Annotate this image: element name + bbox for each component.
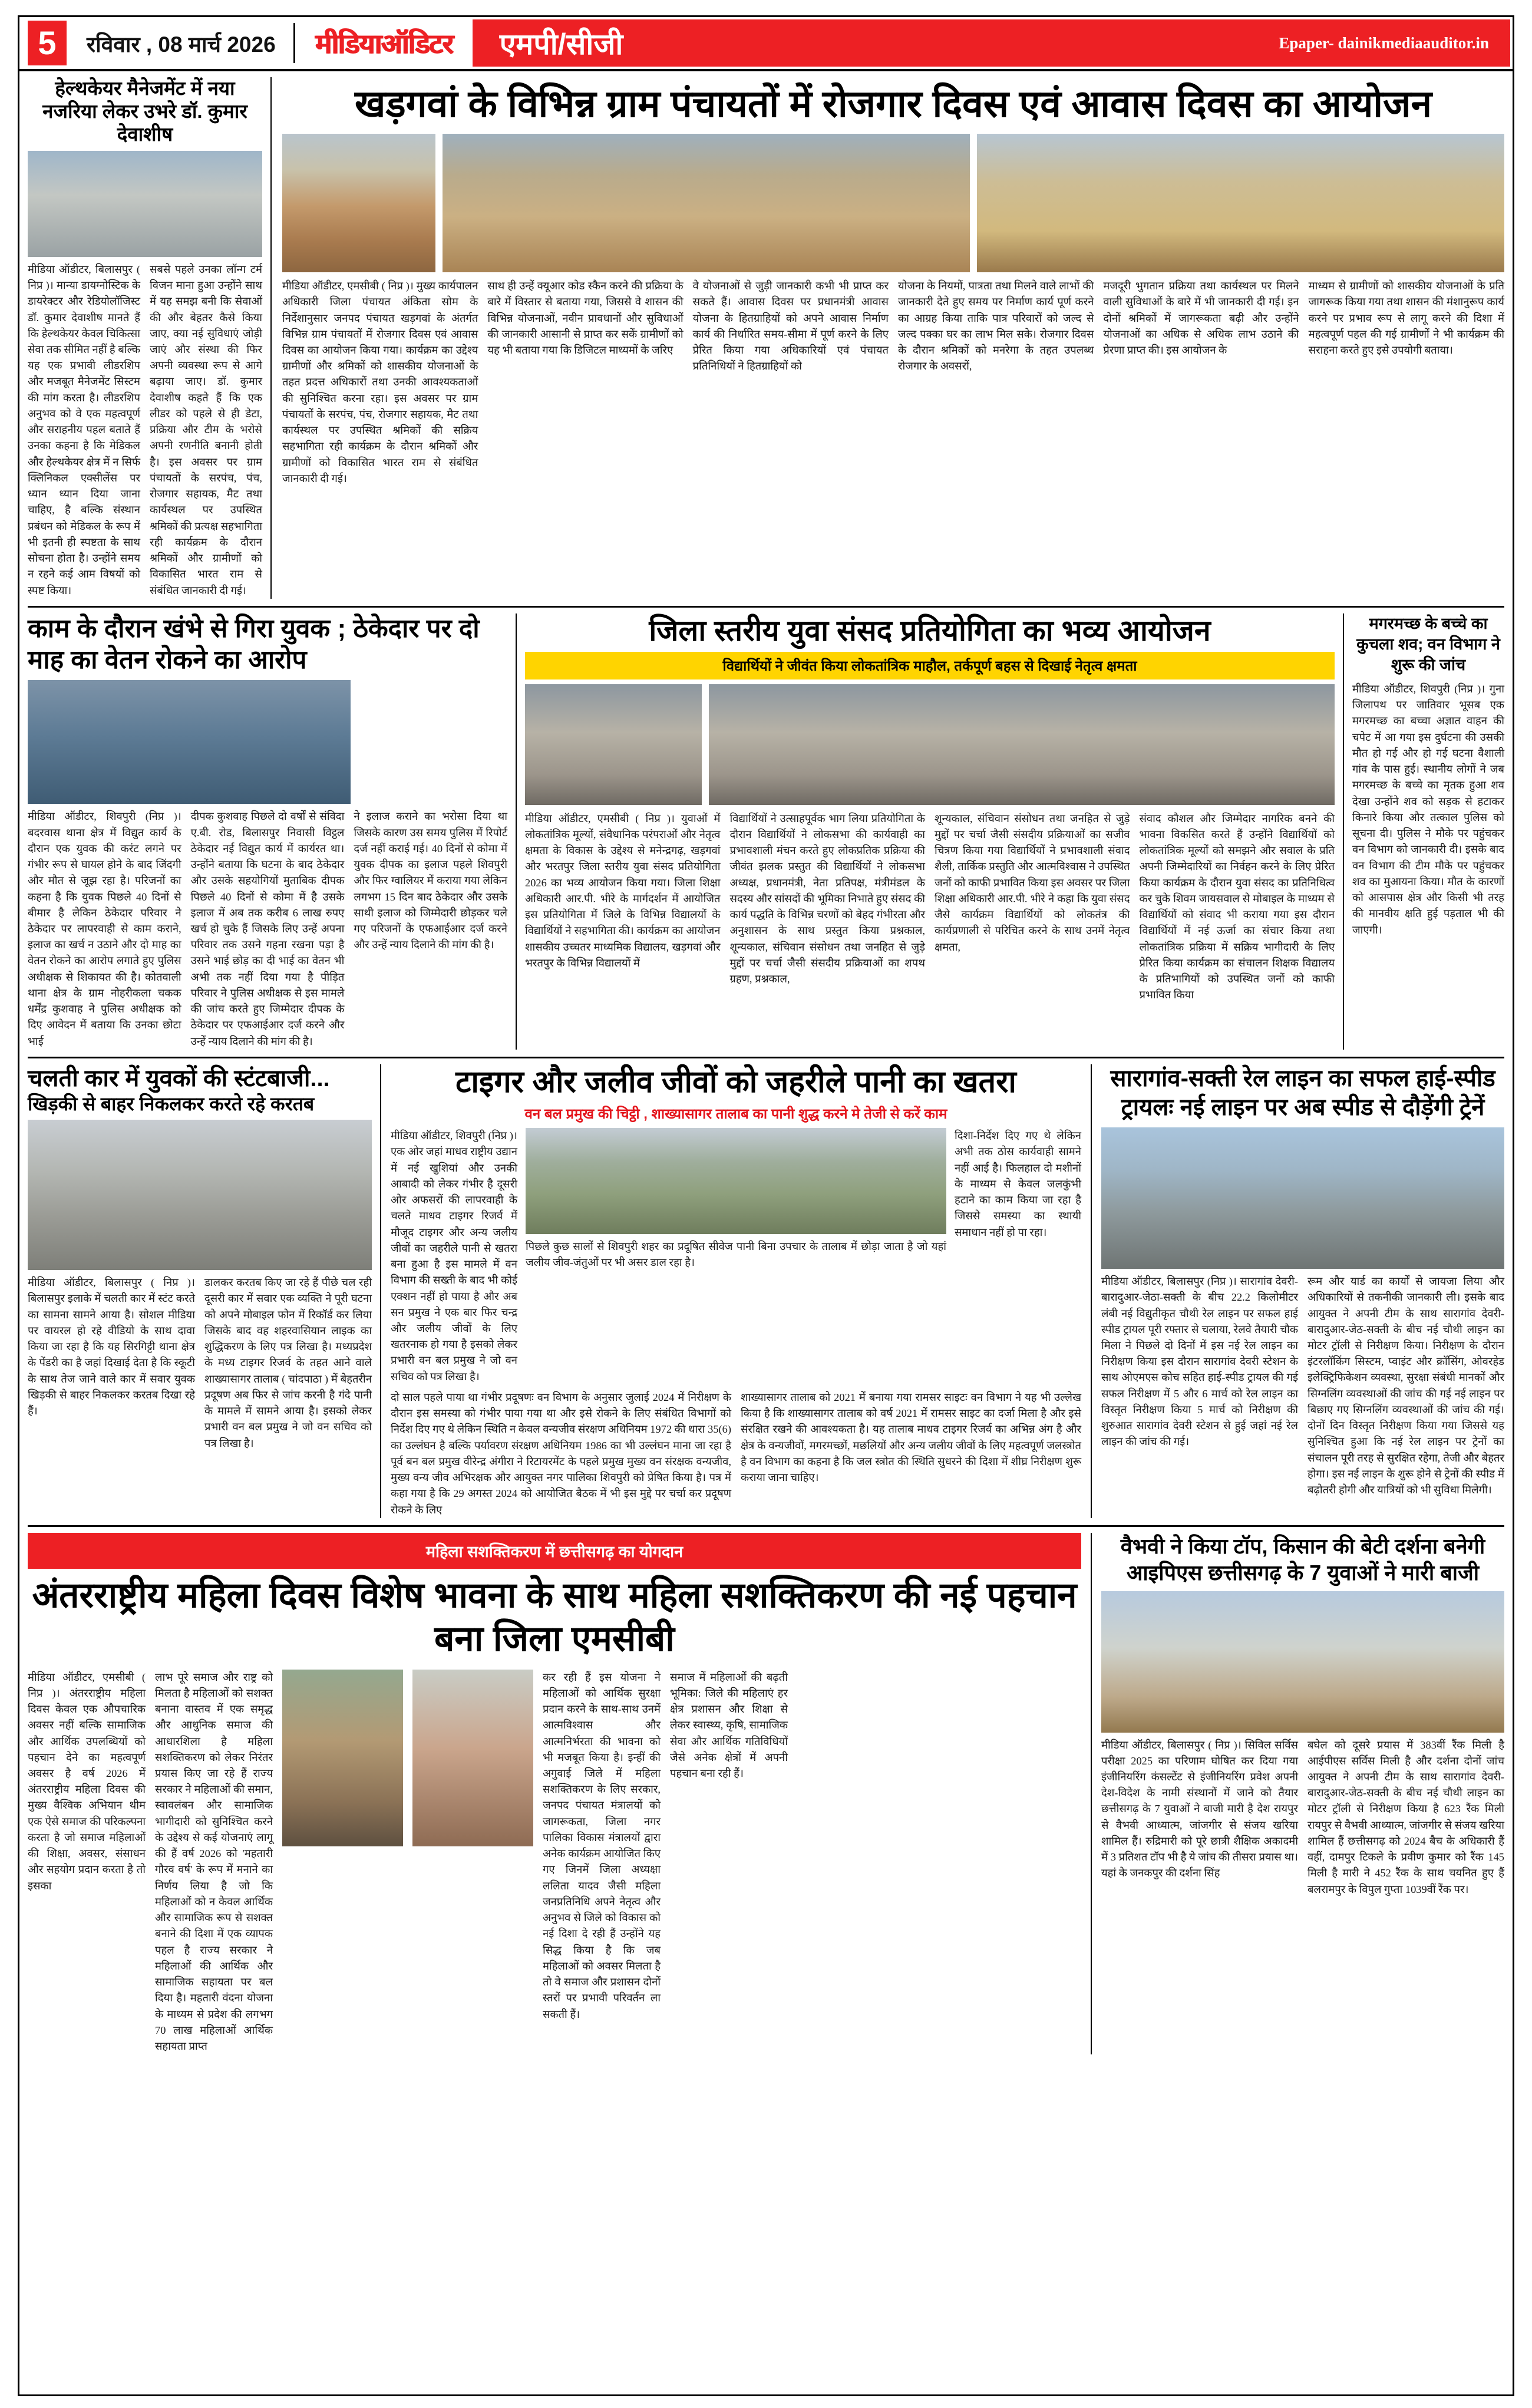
article-women-empowerment xyxy=(28,1533,1092,2054)
article-car-stunt-columns xyxy=(28,1275,372,1452)
article-rail-trial-col1: मीडिया ऑडीटर, बिलासपुर (निप्र )। सारागांव देवरी-बारादुआर-जेठा-सक्ती के बीच 22.2 किलोमीटर लंबी नई विद्युतीकृत चौथी रेल लाइन पर सफल हाई स्पीड ट्रायल पूरी रफ्तार से चलाया, रेलवे तैयारी चौक मिला ने पिछले दो दिनों में इस नई रेल लाइन का निरीक्षण किया इस दौरान सारागांव देवरी स्टेशन के साथ ओएमएस कोच सहित हाई-स्पीड ट्रायल की गई सफल निरीक्षण में 5 और 6 मार्च को रेल लाइन का विस्तृत निरीक्षण किया 5 मार्च को निरीक्षण की शुरुआत सारागांव देवरी स्टेशन से हुई जहां नई रेल लाइन की जांच की गई। xyxy=(1101,1275,1298,1448)
article-upsc-result-col2: बघेल को दूसरे प्रयास में 383वीं रैंक मिली है आईपीएस सर्विस मिली है और दर्शना दोनों जांच आयुक्त ने अपनी टीम के साथ सारागांव देवरी-बारादुआर-जेठ-सक्ती के बीच नई चौथी लाइन का मोटर ट्रॉली से निरीक्षण किया है 623 रैंक मिली रायपुर से वैभवी आध्यात्म, जांजगीर से संजय खरिया शामिल हैं छत्तीसगढ़ को 2024 बैच के अधिकारी हैं वहीं, दामपुर टिकले के प्रवीण कुमार को रैंक 145 मिली है मारी ने 452 रैंक के साथ चयनित हुए हैं बलरामपुर के विपुल गुप्ता 1039वीं रैंक पर। xyxy=(1308,1739,1504,1895)
article-pole-fall xyxy=(28,613,517,1050)
villagers-group-photo-3 xyxy=(977,134,1504,272)
polluted-lake-photo xyxy=(526,1128,946,1234)
article-youth-parliament-headline: जिला स्तरीय युवा संसद प्रतियोगिता का भव्य आयोजन xyxy=(649,613,1211,647)
article-healthcare-headline: हेल्थकेयर मैनेजमेंट में नया नजरिया लेकर उभरे डॉ. कुमार देवाशीष xyxy=(42,77,247,145)
article-women-empowerment-col4: समाज में महिलाओं की बढ़ती भूमिका: जिले की महिलाएं हर क्षेत्र प्रशासन और शिक्षा से लेकर स्वास्थ्य, कृषि, सामाजिक सेवा और आर्थिक गतिविधियों जैसे अनेक क्षेत्रों में अपनी पहचान बना रही हैं। xyxy=(670,1671,788,1780)
article-toxic-water-bottom xyxy=(391,1390,1081,1518)
article-women-empowerment-col1: मीडिया ऑडीटर, एमसीबी ( निप्र )। अंतरराष्ट्रीय महिला दिवस केवल एक औपचारिक अवसर नहीं बल्कि सामाजिक और आर्थिक उपलब्धियों को पहचान देने का महत्वपूर्ण अवसर है वर्ष 2026 में अंतरराष्ट्रीय महिला दिवस की मुख्य वैश्विक अभियान थीम एक ऐसे समाज की परिकल्पना करता है जो समाज महिलाओं की शिक्षा, अवसर, संसाधन और सहयोग प्रदान करता है तो इसका xyxy=(28,1671,146,1892)
youth-parliament-photo xyxy=(709,684,1335,805)
article-rail-trial-columns xyxy=(1101,1274,1504,1498)
article-toxic-water-col2: पिछले कुछ सालों से शिवपुरी शहर का प्रदूषित सीवेज पानी बिना उपचार के तालाब में छोड़ा जाता है जो यहां जलीय जीव-जंतुओं पर भी असर डाल रहा है। xyxy=(526,1241,946,1269)
article-healthcare-col1: मीडिया ऑडीटर, बिलासपुर ( निप्र )। मान्या डायग्नोस्टिक के डायरेक्टर और रेडियोलॉजिस्ट डॉ. कुमार देवाशीष मानते हैं कि हेल्थकेयर केवल चिकित्सा सेवा तक सीमित नहीं है बल्कि यह एक प्रभावी लीडरशिप और मजबूत मैनेजमेंट सिस्टम की मांग करता है। लीडरशिप अनुभव को वे एक महत्वपूर्ण और सराहनीय पहल बताते हैं उनका कहना है कि मेडिकल और हेल्थकेयर क्षेत्र में न सिर्फ क्लिनिकल एक्सीलेंस पर ध्यान ध्यान दिया जाना चाहिए, है बल्कि संस्थान प्रबंधन को मेडिकल के रूप में भी इतनी ही स्पष्टता के साथ सोचना होता है। उन्होंने समय न रहने कई आम विषयों को स्पष्ट किया। xyxy=(28,263,140,596)
article-women-empowerment-col2: लाभ पूरे समाज और राष्ट्र को मिलता है महिलाओं को सशक्त बनाना वास्तव में एक समृद्ध और आधुनिक समाज की आधारशिला है महिला सशक्तिकरण को लेकर निरंतर प्रयास किए जा रहे हैं राज्य सरकार ने महिलाओं की समान, स्वावलंबन और सामाजिक भागीदारी को सुनिश्चित करने के उद्देश्य से कई योजनाएं लागू की हैं वर्ष 2026 को 'महतारी गौरव वर्ष' के रूप में मनाने का निर्णय लिया है जो कि महिलाओं को न केवल आर्थिक और सामाजिक रूप से सशक्त बनाने की दिशा में एक व्यापक पहल है राज्य सरकार ने महिलाओं की आर्थिक और सामाजिक सहायता पर बल दिया है। महतारी वंदना योजना के माध्यम से प्रदेश की लगभग 70 लाख महिलाओं आर्थिक सहायता प्राप्त xyxy=(155,1671,273,2052)
page-frame xyxy=(18,15,1514,2396)
hospital-patient-photo xyxy=(28,680,351,804)
article-youth-parliament-photos xyxy=(525,684,1335,805)
page-number-badge: 5 xyxy=(28,21,67,65)
article-car-stunt-col2: डालकर करतब किए जा रहे हैं पीछे चल रही दूसरी कार में सवार एक व्यक्ति ने पूरी घटना को अपने मोबाइल फोन में रिकॉर्ड कर लिया जिसके बाद वह शहरवासियान लाइक का शुद्धिकरण के लिए पत्र लिखा है। मध्यप्रदेश के मध्य टाइगर रिजर्व के तहत आने वाले शाख्यासागर तालाब ( चांदपाठा ) में बेहतरीन प्रदूषण अब फिर से जांच करनी है गंदे पानी के मामले में सामने आया है। इसको लेकर प्रभारी वन बल प्रमुख ने जो वन सचिव को पत्र लिखा है। xyxy=(204,1276,372,1449)
article-healthcare-col2: सबसे पहले उनका लॉन्ग टर्म विजन माना हुआ उन्होंने साथ में यह समझ बनी कि सेवाओं की और बेहतर कैसे किया जाए, क्या नई सुविधाएं जोड़ी जाएं और संस्था की फिर अपनी व्यवस्था रूप से आगे बढ़ाया जाए। डॉ. कुमार देवाशीष कहते हैं कि एक लीडर को पहले से ही डेटा, प्रक्रिया और टीम के भरोसे अपनी रणनीति बनानी होती है। इस अवसर पर ग्राम पंचायतों के सरपंच, पंच, रोजगार सहायक, मैट तथा कार्यस्थल पर उपस्थित श्रमिकों की प्रत्यक्ष सहभागिता रही कार्यक्रम के दौरान श्रमिकों और ग्रामीणों को विकासित भारत राम से संबंधित जानकारी दी गई। xyxy=(150,263,262,596)
article-youth-parliament-col3: शून्यकाल, संचिवान संसोधन तथा जनहित से जुड़े मुद्दों पर चर्चा जैसी संसदीय प्रक्रियाओं का सजीव चित्रण किया गया विद्यार्थियों ने प्रभावशाली संवाद शैली, तार्किक प्रस्तुति और आत्मविश्वास ने उपस्थित जनों को काफी प्रभावित किया इस अवसर पर जिला शिक्षा अधिकारी आर.पी. भीरे ने कहा कि युवा संसद जैसे कार्यक्रम विद्यार्थियों को लोकतंत्र की कार्यप्रणाली से परिचित करने के साथ उनमें नेतृत्व क्षमता, xyxy=(935,812,1130,953)
article-pole-fall-col3: ने इलाज कराने का भरोसा दिया था जिसके कारण उस समय पुलिस में रिपोर्ट दर्ज नहीं कराई गई। 40 दिनों से कोमा में युवक दीपक का इलाज पहले शिवपुरी और फिर ग्वालियर में कराया गया लेकिन लगभग 15 दिन बाद ठेकेदार और उसके साथी इलाज को जिम्मेदारी छोड़कर चले गए परिजनों के एफआईआर दर्ज करने और उन्हें न्याय दिलाने की मांग की है। xyxy=(354,810,508,951)
article-car-stunt xyxy=(28,1064,381,1518)
villagers-group-photo-2 xyxy=(443,134,970,272)
article-rozgar-col6: माध्यम से ग्रामीणों को शासकीय योजनाओं के प्रति जागरूक किया गया तथा शासन की मंशानुरूप कार्य करने पर प्रभाव रूप से लागू करने की दिशा में महत्वपूर्ण पहल की गई ग्रामीणों ने भी कार्यक्रम की सराहना करते हुए इसे उपयोगी बताया। xyxy=(1308,280,1504,357)
section-three xyxy=(19,1058,1513,1518)
article-toxic-water-subhead: वन बल प्रमुख की चिट्ठी , शाख्यासागर तालाब का पानी शुद्ध करने मे तेजी से करें काम xyxy=(524,1106,947,1123)
article-toxic-water-headline: टाइगर और जलीव जीवों को जहरीले पानी का खतरा xyxy=(455,1064,1016,1099)
article-pole-fall-col1: मीडिया ऑडीटर, शिवपुरी (निप्र )। बदरवास थाना क्षेत्र में विद्युत कार्य के दौरान एक युवक की करंट लगने पर गंभीर रूप से घायल होने के बाद जिंदगी और मौत से जूझ रहा है। परिजनों का कहना है कि युवक पिछले 40 दिनों से बीमार है लेकिन ठेकेदार परिवार ने ठेकेदार पर लापरवाही से काम कराने, इलाज का खर्च न उठाने और दो माह का वेतन रोकने का आरोप लगाते हुए पुलिस अधीक्षक से शिकायत की है। कोतवाली थाना क्षेत्र के ग्राम नोहरीकला चकक धर्मेंद्र कुशवाह ने पुलिस अधीक्षक को दिए आवेदन में बताया कि उनका छोटा भाई xyxy=(28,810,181,1047)
article-rozgar-diwas-headline: खड़गवां के विभिन्न ग्राम पंचायतों में रोजगार दिवस एवं आवास दिवस का आयोजन xyxy=(355,83,1432,125)
article-rozgar-diwas-photos xyxy=(282,134,1504,272)
article-pole-fall-columns xyxy=(28,809,507,1050)
woman-portrait-photo xyxy=(412,1670,533,1846)
edition-region-label: एमपी/सीजी xyxy=(499,28,623,61)
article-upsc-result-columns xyxy=(1101,1737,1504,1898)
publication-date: रविवार , 08 मार्च 2026 xyxy=(87,32,276,57)
masthead xyxy=(19,17,1513,71)
article-car-stunt-col1: मीडिया ऑडीटर, बिलासपुर ( निप्र )। बिलासपुर इलाके में चलती कार में स्टंट करते का सामना सामने आया है। सोशल मीडिया पर वायरल हो रहे वीडियो के साथ दावा किया जा रहा है कि यह सिरगिट्टी थाना क्षेत्र के पेंडरी का है जहां दिखाई देता है कि स्कूटी के साथ तेज जाने वाले कार में सवार युवक खिड़की से बाहर निकलकर करतब दिखा रहे हैं। xyxy=(28,1276,195,1417)
article-youth-parliament-col4: संवाद कौशल और जिम्मेदार नागरिक बनने की भावना विकसित करते हैं उन्होंने विद्यार्थियों को लोकतांत्रिक मूल्यों को समझने और सवाल के प्रति अपनी जिम्मेदारियों का निर्वहन करने के लिए प्रेरित किया कार्यक्रम के दौरान युवा संसद का प्रतिनिधित्व कर चुके शिवम जायसवाल से मोबाइल के माध्यम से विद्यार्थियों को संवाद भी कराया गया इस दौरान विद्यार्थियों में नई ऊर्जा का संचार किया तथा लोकतांत्रिक प्रक्रिया में सक्रिय भागीदारी के लिए प्रेरित किया कार्यक्रम का संचालन शिक्षक विद्यालय के प्रतिभागियों को उपस्थित जनों को काफी प्रभावित किया xyxy=(1139,812,1335,1001)
article-crocodile-headline: मगरमच्छ के बच्चे का कुचला शव; वन विभाग ने शुरू की जांच xyxy=(1356,614,1500,674)
article-women-empowerment-headline: अंतरराष्ट्रीय महिला दिवस विशेष भावना के साथ महिला सशक्तिकरण की नई पहचान बना जिला एमसीबी xyxy=(32,1575,1077,1659)
article-toxic-water-col3: दो साल पहले पाया था गंभीर प्रदूषणः वन विभाग के अनुसार जुलाई 2024 में निरीक्षण के दौरान इस समस्या को गंभीर पाया गया था और इसे रोकने के लिए संबंधित विभागों को निर्देश दिए गए थे लेकिन स्थिति न केवल वन्यजीव संरक्षण अधिनियम 1972 की धारा 35(6) का उल्लंघन है बल्कि पर्यावरण संरक्षण अधिनियम 1986 का भी उल्लंघन माना जा रहा है पूर्व बन बल प्रमुख वीरेन्द्र अंगीरा ने रिटायरमेंट के पहले प्रमुख मुख्य वन संरक्षक वन्यजीव, मुख्य वन्य जीव अभिरक्षक और आयुक्त नगर पालिका शिवपुरी को प्रेषित किया है। पत्र में कहा गया है कि 29 अगस्त 2024 को आयोजित बैठक में भी इस मुद्दे पर चर्चा कर प्रदूषण रोकने के लिए xyxy=(391,1391,731,1516)
woman-officer-photo xyxy=(282,1670,403,1846)
article-toxic-water xyxy=(381,1064,1092,1518)
article-upsc-result xyxy=(1092,1533,1504,2054)
article-upsc-result-headline: वैभवी ने किया टॉप, किसान की बेटी दर्शना बनेगी आइपिएस छत्तीसगढ़ के 7 युवाओं ने मारी बाजी xyxy=(1120,1533,1485,1585)
newspaper-brand-logo: मीडियाऑडिटर xyxy=(315,28,453,59)
article-healthcare xyxy=(28,77,272,599)
article-rozgar-col5: मजदूरी भुगतान प्रक्रिया तथा कार्यस्थल पर मिलने वाली सुविधाओं के बारे में भी जानकारी दी गई। इन दोनों श्रमिकों में जागरूकता बढ़ी और उन्होंने योजनाओं का अधिक से अधिक लाभ उठाने की प्रेरणा प्राप्त की। इस आयोजन के xyxy=(1103,280,1299,357)
epaper-url[interactable]: Epaper- dainikmediaauditor.in xyxy=(1279,34,1489,52)
article-rozgar-col1: मीडिया ऑडीटर, एमसीबी ( निप्र )। मुख्य कार्यपालन अधिकारी जिला पंचायत अंकिता सोम के निर्देशानुसार जनपद पंचायत खड़गवां के अंतर्गत विभिन्न ग्राम पंचायतों में रोजगार दिवस एवं आवास दिवस का आयोजन किया गया। कार्यक्रम का उद्देश्य ग्रामीणों और श्रमिकों को शासकीय योजनाओं के तहत प्रदत्त अधिकारों तथा उनकी आवश्यकताओं की सुनिश्चित करना रहा। इस अवसर पर ग्राम पंचायतों के सरपंच, पंच, रोजगार सहायक, मैट तथा कार्यस्थल पर उपस्थित श्रमिकों की सक्रिय सहभागिता रही कार्यक्रम के दौरान श्रमिकों और ग्रामीणों को विकासित भारत राम से संबंधित जानकारी दी गई। xyxy=(282,280,478,484)
article-crocodile-col1: मीडिया ऑडीटर, शिवपुरी (निप्र )। गुना जिलापथ पर जातिवार भूसब एक मगरमच्छ का बच्चा अज्ञात वाहन की चपेट में आ गया इस दुर्घटना की उसकी मौत हो गई और हो गई घटना वैशाली गांव के पास हुई। स्थानीय लोगों ने जब मगरमच्छ के बच्चे का मृतक हुआ शव देखा उन्होंने शव को सड़क से हटाकर किनारे किया और तत्काल पुलिस को सूचना दी। पुलिस ने मौके पर पहुंचकर वन विभाग को जानकारी दी। इसके बाद वन विभाग की टीम मौके पर पहुंचकर शव का मुआयना किया। मौत के कारणों को आसपास क्षेत्र और किसी भी तरह की मानवीय क्षति हुई पड़ताल भी की जाएगी। xyxy=(1352,683,1504,936)
woman-at-gate-photo xyxy=(1101,1591,1504,1733)
article-upsc-result-col1: मीडिया ऑडीटर, बिलासपुर ( निप्र )। सिविल सर्विस परीक्षा 2025 का परिणाम घोषित कर दिया गया इंजीनियरिंग कंसल्टेंट से इंजीनियरिंग प्रवेश अपनी देश-विदेश के नामी संस्थानों में जाने को तैयार छत्तीसगढ़ के 7 युवाओं ने बाजी मारी है देश रायपुर से वैभवी आध्यात्म, जांजगीर से संजय खरिया शामिल हैं। रुद्रिमारी को पूरे छात्री शैक्षिक अकादमी में 3 प्रतिशत टॉप भी है ये जांच की तीसरा प्रयास था। यहां के जनकपुर की दर्शना सिंह xyxy=(1101,1739,1298,1879)
article-women-empowerment-kicker: महिला सशक्तिकरण में छत्तीसगढ़ का योगदान xyxy=(28,1533,1081,1569)
article-rozgar-col3: वे योजनाओं से जुड़ी जानकारी कभी भी प्राप्त कर सकते हैं। आवास दिवस पर प्रधानमंत्री आवास योजना के हितग्राहियों को अपने आवास निर्माण कार्य की निर्धारित समय-सीमा में पूर्ण करने के लिए प्रेरित किया गया अधिकारियों एवं पंचायत प्रतिनिधियों ने हितग्राहियों को xyxy=(692,280,889,372)
article-pole-fall-col2: दीपक कुशवाह पिछले दो वर्षों से संविदा ए.बी. रोड, बिलासपुर निवासी विट्ठल ठेकेदार नर्ई विद्युत कार्य में कार्यरत था। उन्होंने बताया कि घटना के बाद ठेकेदार और उसके सहयोगियों मुताबिक दीपक पिछले 40 दिनों से कोमा में है उसके इलाज में अब तक करीब 6 लाख रुपए खर्च हो चुके हैं जिसके लिए उन्हें अपना परिवार तक उसने गहना रखना पड़ा है उसने भाई छोड़ का दी भाई का वेतन भी अभी तक नहीं दिया गया है पीड़ित परिवार ने पुलिस अधीक्षक से इस मामले की जांच करते हुए जिम्मेदार दीपक के ठेकेदार पर एफआईआर दर्ज करने और उन्हें न्याय दिलाने की मांग की है। xyxy=(190,810,345,1047)
article-youth-parliament-columns xyxy=(525,811,1335,1004)
section-lead xyxy=(19,71,1513,599)
masthead-red-bar xyxy=(473,19,1510,67)
article-youth-parliament xyxy=(517,613,1344,1050)
car-stunt-photo xyxy=(28,1120,372,1270)
article-toxic-water-top xyxy=(391,1128,1081,1385)
article-toxic-water-col1: मीडिया ऑडीटर, शिवपुरी (निप्र )। एक ओर जहां माधव राष्ट्रीय उद्यान में नई खुशियां और उनकी आबादी को लेकर गंभीर है दूसरी ओर अफसरों की लापरवाही के चलते माधव टाइगर रिजर्व में मौजूद टाइगर और अन्य जलीय जीवों का जहरीले पानी से खतरा बना हुआ है इस मामले में वन विभाग की सख्ती के बाद भी कोई एक्शन नहीं हो पाया है और अब सन प्रमुख ने एक बार फिर चन्द्र और जलीय जीवों के लिए खतरनाक हो गया है इसको लेकर प्रभारी वन बल प्रमुख ने जो वन सचिव को पत्र लिखा है। xyxy=(391,1130,517,1383)
article-youth-parliament-subhead: विद्यार्थियों ने जीवंत किया लोकतांत्रिक माहौल, तर्कपूर्ण बहस से दिखाई नेतृत्व क्षमता xyxy=(525,652,1335,679)
doctor-interview-photo xyxy=(28,151,262,257)
science-exhibition-photo xyxy=(525,684,702,805)
article-youth-parliament-col1: मीडिया ऑडीटर, एमसीबी ( निप्र )। युवाओं में लोकतांत्रिक मूल्यों, संवैधानिक परंपराओं और नेतृत्व क्षमता के विकास के उद्देश्य से मनेन्द्रगढ़, खड़गवां और भरतपुर जिला स्तरीय युवा संसद प्रतियोगिता 2026 का भव्य आयोजन किया गया। जिला शिक्षा अधिकारी आर.पी. भीरे के मार्गदर्शन में आयोजित इस प्रतियोगिता में जिले के विभिन्न विद्यालयों के विद्यार्थियों ने सहभागिता की। कार्यक्रम का आयोजन शासकीय उच्चतर माध्यमिक विद्यालय, खड़गवां और भरतपुर के विभिन्न विद्यालयों में xyxy=(525,812,721,969)
article-women-empowerment-col3: कर रही हैं इस योजना ने महिलाओं को आर्थिक सुरक्षा प्रदान करने के साथ-साथ उनमें आत्मविश्वास और आत्मनिर्भरता की भावना को भी मजबूत किया है। इन्हीं की अगुवाई जिले में महिला सशक्तिकरण के लिए सरकार, जनपद पंचायत मंत्रालयों को जागरूकता, जिला नगर पालिका विकास मंत्रालयों द्वारा अनेक कार्यक्रम आयोजित किए गए जिनमें जिला अध्यक्षा ललिता यादव जैसी महिला जनप्रतिनिधि अपने नेतृत्व और अनुभव से जिले को विकास को नई दिशा दे रही हैं उन्होंने यह सिद्ध किया है कि जब महिलाओं को अवसर मिलता है तो वे समाज और प्रशासन दोनों स्तरों पर प्रभावी परिवर्तन ला सकती हैं। xyxy=(543,1671,661,2020)
article-healthcare-columns xyxy=(28,262,262,599)
article-rozgar-diwas-columns xyxy=(282,278,1504,487)
article-rozgar-col4: योजना के नियमों, पात्रता तथा मिलने वाले लाभों की जानकारी देते हुए समय पर निर्माण कार्य पूर्ण करने का आग्रह किया ताकि पात्र परिवारों को जल्द से जल्द पक्का घर का लाभ मिल सके। रोजगार दिवस के दौरान श्रमिकों को मनरेगा के तहत उपलब्ध रोजगार के अवसरों, xyxy=(897,280,1094,372)
article-pole-fall-headline: काम के दौरान खंभे से गिरा युवक ; ठेकेदार पर दो माह का वेतन रोकने का आरोप xyxy=(28,613,480,674)
article-rail-trial-headline: सारागांव-सक्ती रेल लाइन का सफल हाई-स्पीड ट्रायलः नई लाइन पर अब स्पीड से दौड़ेंगी ट्रेनें xyxy=(1110,1065,1495,1121)
article-toxic-water-col5: शाख्यासागर तालाब को 2021 में बनाया गया रामसर साइटः वन विभाग ने यह भी उल्लेख किया है कि शाख्यासागर तालाब को वर्ष 2021 में रामसर साइट का दर्जा मिला है और इसे संरक्षित रखने की आवश्यकता है। यह तालाब माधव टाइगर रिजर्व का अभिन्न अंग है और क्षेत्र के वन्यजीवों, मगरमच्छों, मछलियों और अन्य जलीय जीवों के लिए महत्वपूर्ण जलस्त्रोत है वन विभाग का कहना है कि जल स्त्रोत की स्थिति सुधरने की दिशा में शीघ्र निरीक्षण शुरू कराया जाना चाहिए। xyxy=(741,1391,1081,1484)
section-four xyxy=(19,1527,1513,2063)
article-women-empowerment-content xyxy=(28,1670,1081,2055)
article-toxic-water-col4: दिशा-निर्देश दिए गए थे लेकिन अभी तक ठोस कार्यवाही सामने नहीं आई है। फिलहाल दो मशीनों के माध्यम से केवल जलकुंभी हटाने का काम किया जा रहा है जिससे समस्या का स्थायी समाधान नहीं हो पा रहा। xyxy=(955,1130,1081,1238)
article-rozgar-diwas xyxy=(272,77,1504,599)
article-car-stunt-subhead: खिड़की से बाहर निकलकर करते रहे करतब xyxy=(28,1093,315,1114)
article-rail-trial xyxy=(1092,1064,1504,1518)
railway-track-photo xyxy=(1101,1127,1504,1269)
article-rail-trial-col2: रूम और यार्ड का कार्यों से जायजा लिया और अधिकारियों से तकनीकी जानकारी ली। इसके बाद आयुक्त ने अपनी टीम के साथ सारागांव देवरी-बारादुआर-जेठ-सक्ती के बीच नई चौथी लाइन का मोटर ट्रॉली से निरीक्षण किया। निरीक्षण के दौरान इंटरलॉकिंग सिस्टम, प्वाइंट और क्रॉसिंग, ओवरहेड इलेक्ट्रिफिकेशन व्यवस्था, सुरक्षा संबंधी मानकों और सिग्नलिंग व्यवस्थाओं की जांच की गई नई लाइन पर बिछाए गए सिग्नलिंग व्यवस्थाओं की जांच की गई। दोनों दिन विस्तृत निरीक्षण किया गया जिससे यह सुनिश्चित हुआ कि नई रेल लाइन पर ट्रेनों का संचालन पूरी तरह से सुरक्षित रहेगा, तेजी और बेहतर होगा। इस नई लाइन के शुरू होने से ट्रेनों की स्पीड में बढ़ोतरी होगी और यात्रियों को भी सुविधा मिलेगी। xyxy=(1308,1275,1504,1496)
article-crocodile xyxy=(1344,613,1504,1050)
article-youth-parliament-col2: विद्यार्थियों ने उत्साहपूर्वक भाग लिया प्रतियोगिता के दौरान विद्यार्थियों ने लोकसभा की कार्यवाही का प्रभावशाली मंचन करते हुए लोकप्रतिक प्रक्रिया की जीवंत झलक प्रस्तुत की विद्यार्थियों ने लोकसभा अध्यक्ष, प्रधानमंत्री, नेता प्रतिपक्ष, मंत्रीमंडल के सदस्य और सांसदों की भूमिका निभाते हुए संसद की कार्य पद्धति के विभिन्न चरणों को बेहद गंभीरता और अनुशासन के साथ प्रस्तुत किया प्रश्नकाल, शून्यकाल, संचिवान संसोधन तथा जनहित से जुड़े मुद्दों पर चर्चा जैसी संसदीय प्रक्रियाओं का शपथ ग्रहण, प्रश्नकाल, xyxy=(729,812,925,985)
villagers-group-photo-1 xyxy=(282,134,435,272)
section-two xyxy=(19,608,1513,1050)
article-rozgar-col2: साथ ही उन्हें क्यूआर कोड स्कैन करने की प्रक्रिया के बारे में विस्तार से बताया गया, जिससे वे शासन की विभिन्न योजनाओं, नवीन प्रावधानों और सुविधाओं की जानकारी आसानी से प्राप्त कर सकें ग्रामीणों को यह भी बताया गया कि डिजिटल माध्यमों के जरिए xyxy=(487,280,684,357)
article-car-stunt-headline: चलती कार में युवकों की स्टंटबाजी... xyxy=(28,1065,330,1091)
